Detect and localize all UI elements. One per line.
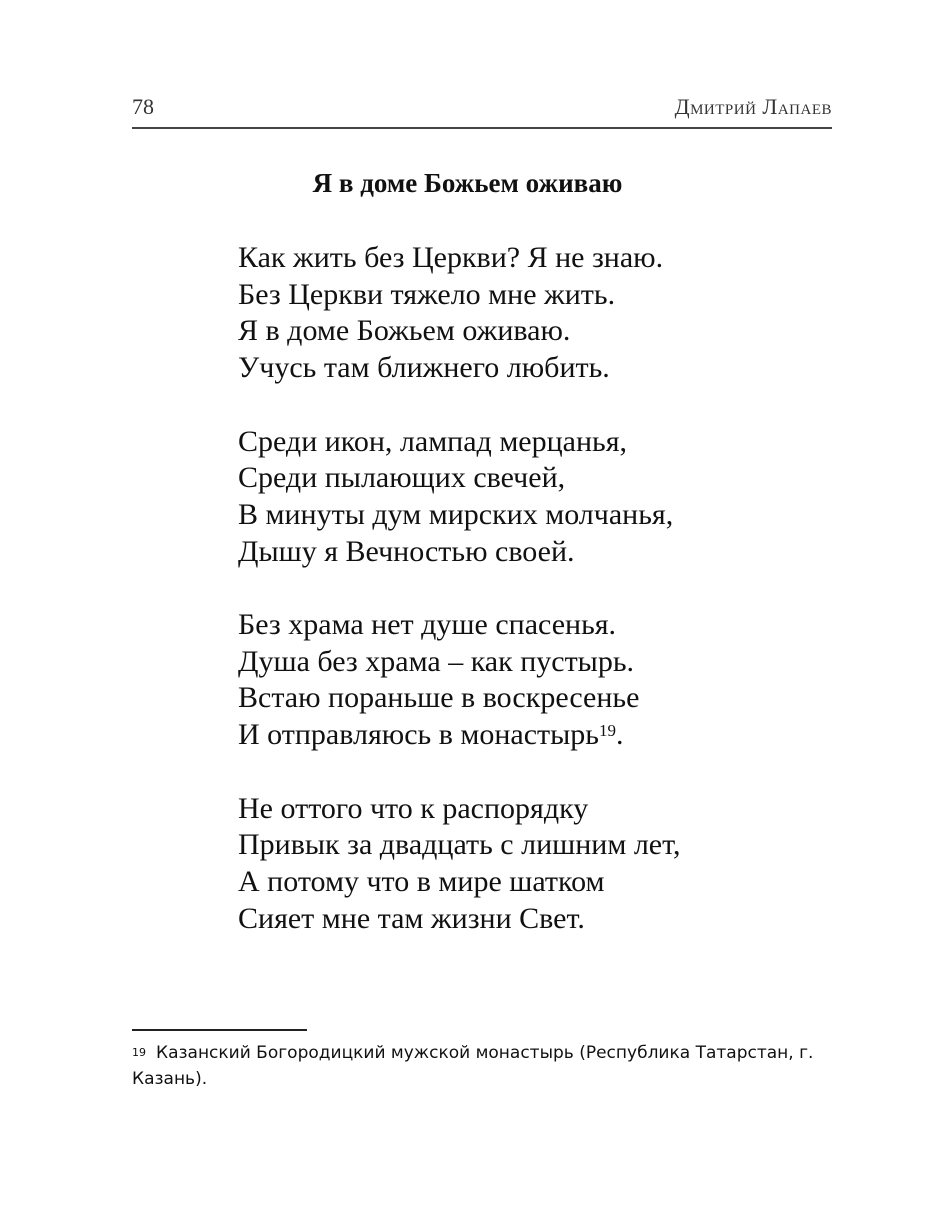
stanza bbox=[238, 240, 680, 387]
poem-line-text: И отправляюсь в монастырь bbox=[238, 718, 599, 752]
footnote bbox=[132, 1040, 832, 1092]
footnote-number: 19 bbox=[132, 1046, 146, 1059]
poem-line: Среди икон, лампад мерцанья, bbox=[238, 424, 628, 458]
footnote-text: Казанский Богородицкий мужской монастырь (Республика Татарстан, г. Казань). bbox=[132, 1043, 814, 1089]
stanza bbox=[238, 424, 680, 571]
stanza bbox=[238, 791, 680, 938]
poem-line: В минуты дум мирских молчанья, bbox=[238, 497, 674, 531]
poem-body bbox=[238, 240, 680, 974]
poem-line: А потому что в мире шатком bbox=[238, 864, 605, 898]
page-number: 78 bbox=[132, 94, 154, 119]
poem-line: Среди пылающих свечей, bbox=[238, 461, 566, 495]
poem-line: Не оттого что к распорядку bbox=[238, 791, 589, 825]
poem-line: Я в доме Божьем оживаю. bbox=[238, 314, 571, 348]
poem-line: Душа без храма – как пустырь. bbox=[238, 644, 635, 678]
footnote-separator bbox=[132, 1029, 307, 1031]
poem-title: Я в доме Божьем оживаю bbox=[312, 168, 623, 198]
poem-line-with-footnote bbox=[238, 717, 680, 754]
poem-line: Сияет мне там жизни Свет. bbox=[238, 901, 585, 935]
poem-line: Без храма нет душе спасенья. bbox=[238, 608, 617, 641]
poem-line: Встаю пораньше в воскресенье bbox=[238, 681, 640, 715]
poem-line: Как жить без Церкви? Я не знаю. bbox=[238, 241, 664, 274]
header-rule bbox=[132, 127, 832, 129]
poem-line: Привык за двадцать с лишним лет, bbox=[238, 828, 681, 862]
poem-line: Учусь там ближнего любить. bbox=[238, 351, 610, 385]
poem-line: Дышу я Вечностью своей. bbox=[238, 534, 575, 568]
running-header-author: Дмитрий Лапаев bbox=[674, 94, 832, 119]
poem-line: Без Церкви тяжело мне жить. bbox=[238, 277, 616, 311]
line-punctuation: . bbox=[615, 718, 624, 752]
footnote-reference[interactable]: 19 bbox=[598, 721, 616, 741]
stanza bbox=[238, 607, 680, 754]
